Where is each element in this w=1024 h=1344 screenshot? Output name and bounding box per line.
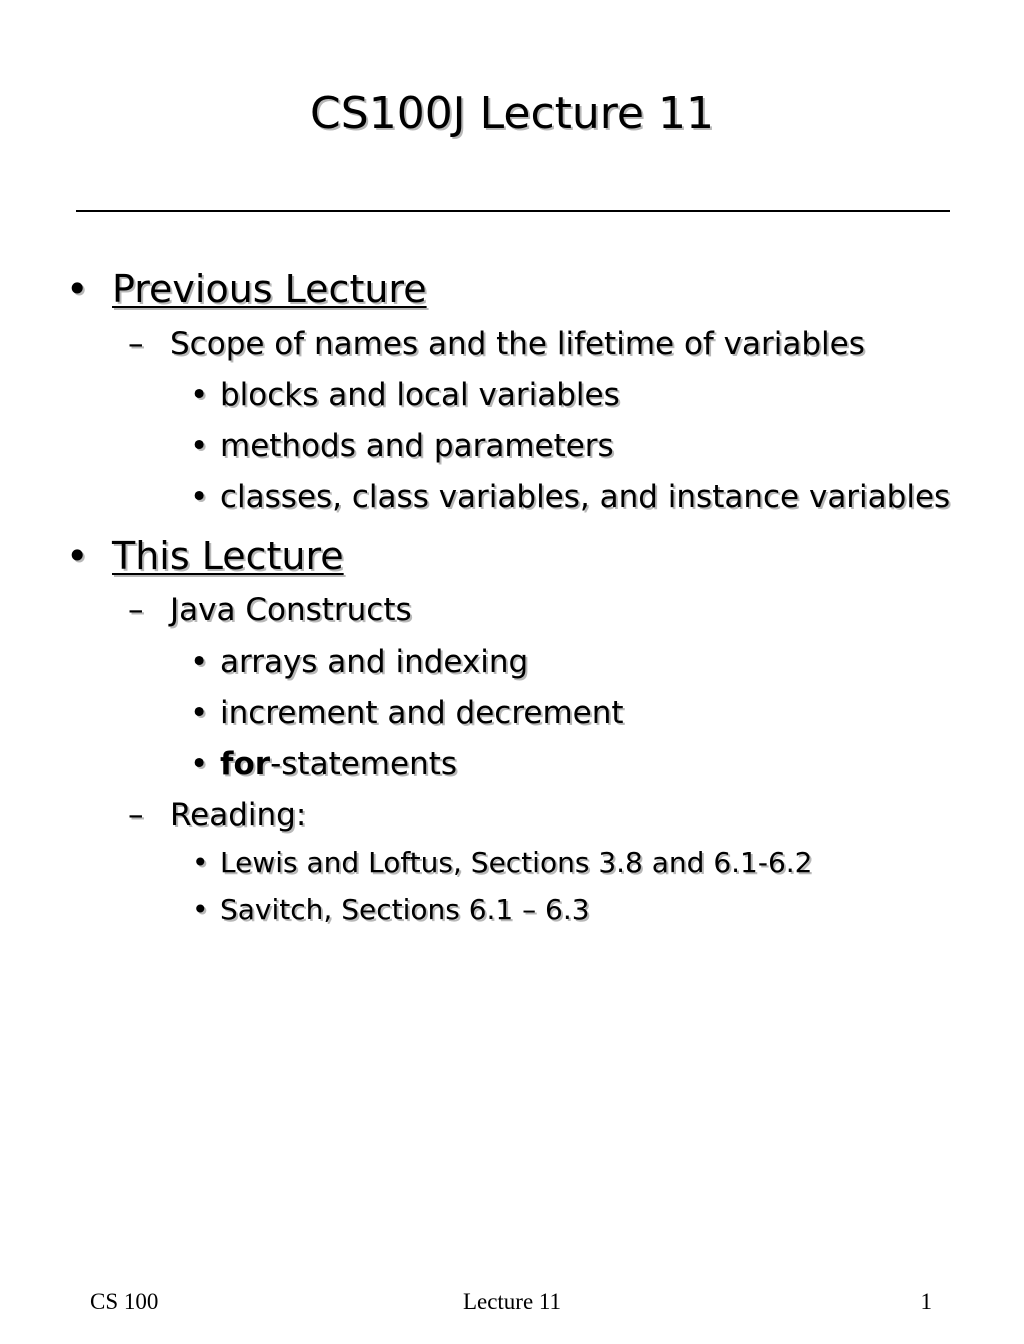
sub-list-item-text: -statements: [270, 746, 458, 782]
sub-list-item: [192, 845, 813, 881]
sub-list-item: [190, 744, 458, 784]
sub-list-item: [190, 642, 529, 682]
bullet-icon: •: [190, 644, 209, 680]
bullet-icon: •: [190, 746, 209, 782]
dash-icon: –: [128, 592, 144, 628]
sub-list-item-text: Savitch, Sections 6.1 – 6.3: [220, 893, 590, 926]
sub-list-item-text: Lewis and Loftus, Sections 3.8 and 6.1-6.2: [220, 846, 813, 879]
sub-list-item-text: arrays and indexing: [220, 644, 529, 680]
list-item: [128, 324, 865, 364]
footer-page-number: 1: [920, 1289, 932, 1314]
section-heading-text: Previous Lecture: [112, 267, 427, 311]
bullet-icon: •: [190, 479, 209, 515]
sub-list-item: [190, 426, 614, 466]
sub-list-item-text: methods and parameters: [220, 428, 614, 464]
sub-list-item: [190, 477, 951, 517]
list-item-text: Scope of names and the lifetime of variables: [170, 326, 865, 362]
bullet-icon: •: [190, 428, 209, 464]
dash-icon: –: [128, 797, 144, 833]
section-heading-previous: [66, 265, 427, 313]
bullet-icon: •: [192, 846, 209, 879]
sub-list-item-text: blocks and local variables: [220, 377, 620, 413]
dash-icon: –: [128, 326, 144, 362]
sub-list-item-text: increment and decrement: [220, 695, 624, 731]
bullet-icon: •: [190, 377, 209, 413]
footer-course: CS 100: [90, 1289, 159, 1314]
list-item: [128, 795, 307, 835]
bullet-icon: •: [66, 267, 89, 311]
bullet-icon: •: [192, 893, 209, 926]
title-divider: [76, 210, 950, 212]
slide-title: CS100J Lecture 11: [310, 88, 714, 139]
list-item-text: Java Constructs: [170, 592, 412, 628]
keyword-for: for: [220, 746, 271, 782]
list-item-text: Reading:: [170, 797, 307, 833]
section-heading-this: [66, 532, 344, 580]
sub-list-item: [190, 375, 620, 415]
footer-lecture: Lecture 11: [462, 1289, 562, 1314]
sub-list-item-text: classes, class variables, and instance variables: [220, 479, 951, 515]
section-heading-text: This Lecture: [112, 534, 344, 578]
sub-list-item: [190, 693, 624, 733]
bullet-icon: •: [190, 695, 209, 731]
bullet-icon: •: [66, 534, 89, 578]
list-item: [128, 590, 412, 630]
sub-list-item: [192, 892, 590, 928]
